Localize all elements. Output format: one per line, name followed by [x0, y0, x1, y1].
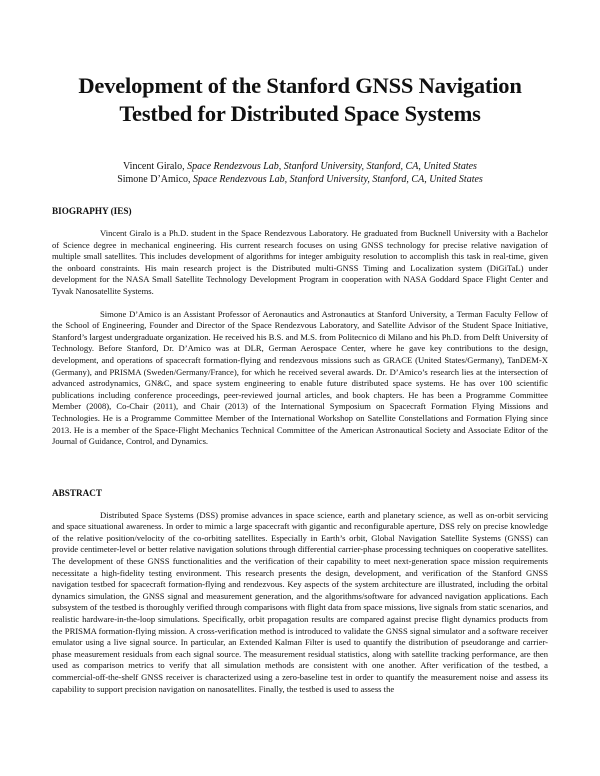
abstract-heading: ABSTRACT — [52, 487, 103, 498]
author-affiliation: Space Rendezvous Lab, Stanford University, Stanford, CA, United States — [193, 174, 483, 185]
author-name: Simone D’Amico, — [117, 174, 194, 185]
author-affiliation: Space Rendezvous Lab, Stanford University, Stanford, CA, United States — [187, 161, 477, 172]
author-name: Vincent Giralo, — [123, 161, 188, 172]
paper-title: Development of the Stanford GNSS Navigation Testbed for Distributed Space Systems — [78, 73, 522, 126]
author-block — [52, 160, 548, 186]
biography-heading: BIOGRAPHY (IES) — [52, 206, 132, 216]
abstract-paragraph: Distributed Space Systems (DSS) promise advances in space science, earth and planetary science, as well as on-orbit servicing and space situational awareness. In order to mimic a large spacecraft with gigantic and reconfigurable aperture, DSS rely on precise knowledge of the relative position/velocity of the co-orbiting satellites. Especially in Earth’s orbit, Global Navigation Satellite Systems (GNSS) can provide centimeter-level or better relative navigation solutions through differential carrier-phase processing techniques on cooperative satellites. The development of these GNSS functionalities and the verification of their capability to meet next-generation space mission requirements necessitate a high-fidelity testing environment. This research presents the design, development, and verification of the Stanford GNSS navigation testbed for spacecraft formation-flying and rendezvous. Key aspects of the system architecture are illustrated, including the orbital dynamics simulation, the GNSS signal and measurement generation, and the algorithms/software for advanced navigation applications. Each subsystem of the testbed is thoroughly verified through comparisons with flight data from space missions, live signals from static scenarios, and realistic hardware-in-the-loop simulations. Specifically, orbit propagation results are compared against precise flight dynamics products from the PRISMA formation-flying mission. A cross-verification method is introduced to validate the GNSS signal simulator and a software receiver emulator using a live signal source. In particular, an Extended Kalman Filter is used to quantify the distribution of pseudorange and carrier-phase measurement residuals from each signal source. The measurement residual statistics, along with satellite tracking performance, are then used as comparison metrics to verify that all simulation methods are consistent with one another. After verification of the testbed, a commercial-off-the-shelf GNSS receiver is characterized using a zero-baseline test in order to quantify the measurement noise and assess its capability to support precision navigation on nanosatellites. Finally, the testbed is used to assess the — [52, 509, 548, 694]
biography-paragraph-damico: Simone D’Amico is an Assistant Professor of Aeronautics and Astronautics at Stanford University, a Terman Faculty Fellow of the School of Engineering, Founder and Director of the Space Rendezvous Laboratory, and Satellite Advisor of the Student Space Initiative, Stanford’s largest undergraduate organization. He received his B.S. and M.S. from Politecnico di Milano and his Ph.D. from Delft University of Technology. Before Stanford, Dr. D’Amico was at DLR, German Aerospace Center, where he gave key contributions to the design, development, and operations of spacecraft formation-flying and rendezvous missions such as GRACE (United States/Germany), TanDEM-X (Germany), and PRISMA (Sweden/Germany/France), for which he received several awards. Dr. D’Amico’s research lies at the intersection of advanced astrodynamics, GN&C, and space system engineering to enable future distributed space systems. He has over 100 scientific publications including conference proceedings, peer-reviewed journal articles, and book chapters. He has been a Programme Committee Member (2008), Co-Chair (2011), and Chair (2013) of the International Symposium on Spacecraft Formation Flying Missions and Technologies. He is a Programme Committee Member of the International Workshop on Satellite Constellations and Formation Flying since 2013. He is a member of the Space-Flight Mechanics Technical Committee of the American Astronautical Society and Associate Editor of the Journal of Guidance, Control, and Dynamics. — [52, 308, 548, 447]
author-line-2 — [52, 173, 548, 186]
author-line-1 — [52, 160, 548, 173]
biography-paragraph-giralo: Vincent Giralo is a Ph.D. student in the Space Rendezvous Laboratory. He graduated from Bucknell University with a Bachelor of Science degree in mechanical engineering. His current research focuses on using GNSS technology for precise relative navigation of multiple small satellites. This includes development of algorithms for integer ambiguity resolution to accomplish this task in real-time, given the onboard constraints. His main research project is the Distributed multi-GNSS Timing and Localization system (DiGiTaL) under development for the NASA Small Satellite Technology Development Program in cooperation with NASA Goddard Space Flight Center and Tyvak Nanosatellite Systems. — [52, 228, 548, 296]
